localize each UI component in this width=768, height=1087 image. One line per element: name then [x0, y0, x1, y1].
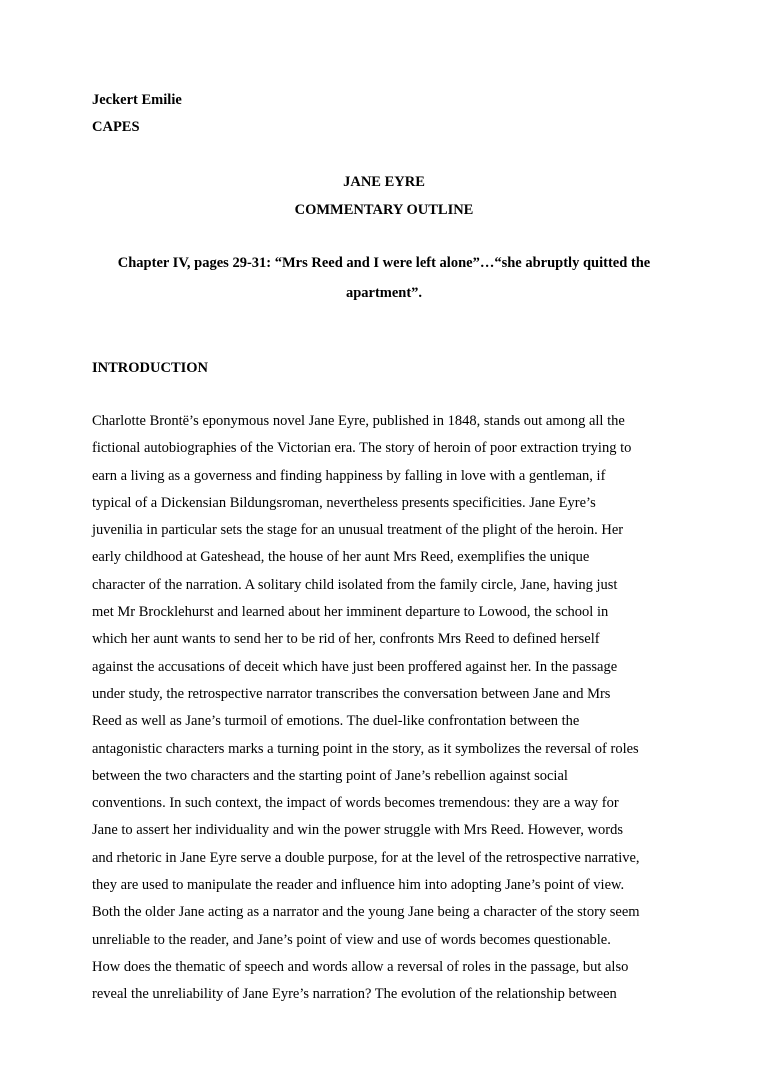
- body-line: fictional autobiographies of the Victorian era. The story of heroin of poor extraction trying to: [92, 440, 632, 457]
- passage-line-1: Chapter IV, pages 29-31: “Mrs Reed and I were left alone”…“she abruptly quitted the: [117, 255, 651, 271]
- exam-name: CAPES: [92, 119, 140, 135]
- body-line: under study, the retrospective narrator transcribes the conversation between Jane and Mrs: [92, 685, 611, 702]
- body-line: earn a living as a governess and finding happiness by falling in love with a gentleman, if: [92, 467, 606, 484]
- body-line: met Mr Brocklehurst and learned about her imminent departure to Lowood, the school in: [92, 604, 609, 621]
- introduction-heading: INTRODUCTION: [92, 360, 209, 376]
- author-block: [92, 87, 682, 141]
- introduction-body: [92, 408, 692, 1009]
- body-line: conventions. In such context, the impact of words becomes tremendous: they are a way for: [92, 795, 619, 812]
- passage-reference: [92, 248, 676, 308]
- body-line: and rhetoric in Jane Eyre serve a double purpose, for at the level of the retrospective narrative,: [92, 849, 640, 866]
- body-line: Both the older Jane acting as a narrator and the young Jane being a character of the story seem: [92, 904, 640, 921]
- body-line: early childhood at Gateshead, the house of her aunt Mrs Reed, exemplifies the unique: [92, 549, 590, 566]
- body-line: unreliable to the reader, and Jane’s point of view and use of words becomes questionable.: [92, 931, 611, 948]
- body-line: between the two characters and the starting point of Jane’s rebellion against social: [92, 767, 568, 784]
- body-line: they are used to manipulate the reader and influence him into adopting Jane’s point of view.: [92, 877, 625, 894]
- body-line: juvenilia in particular sets the stage for an unusual treatment of the plight of the heroin. Her: [92, 522, 624, 539]
- body-line: which her aunt wants to send her to be rid of her, confronts Mrs Reed to defined herself: [92, 631, 600, 648]
- title-block: [92, 168, 676, 224]
- body-line: How does the thematic of speech and words allow a reversal of roles in the passage, but also: [92, 958, 629, 975]
- body-line: typical of a Dickensian Bildungsroman, nevertheless presents specificities. Jane Eyre’s: [92, 494, 596, 511]
- body-line: antagonistic characters marks a turning point in the story, as it symbolizes the reversal of roles: [92, 740, 639, 757]
- body-line: character of the narration. A solitary child isolated from the family circle, Jane, having just: [92, 576, 618, 593]
- document-subtitle: COMMENTARY OUTLINE: [294, 202, 474, 218]
- body-line: Jane to assert her individuality and win the power struggle with Mrs Reed. However, words: [92, 822, 623, 839]
- document-title: JANE EYRE: [343, 174, 425, 190]
- body-line: against the accusations of deceit which have just been proffered against her. In the passage: [92, 658, 618, 675]
- body-line: reveal the unreliability of Jane Eyre’s narration? The evolution of the relationship between: [92, 986, 617, 1003]
- body-line: Reed as well as Jane’s turmoil of emotions. The duel-like confrontation between the: [92, 713, 580, 730]
- body-line: Charlotte Brontë’s eponymous novel Jane Eyre, published in 1848, stands out among all the: [92, 413, 625, 429]
- author-name: Jeckert Emilie: [92, 92, 182, 108]
- passage-line-2: apartment”.: [345, 285, 423, 301]
